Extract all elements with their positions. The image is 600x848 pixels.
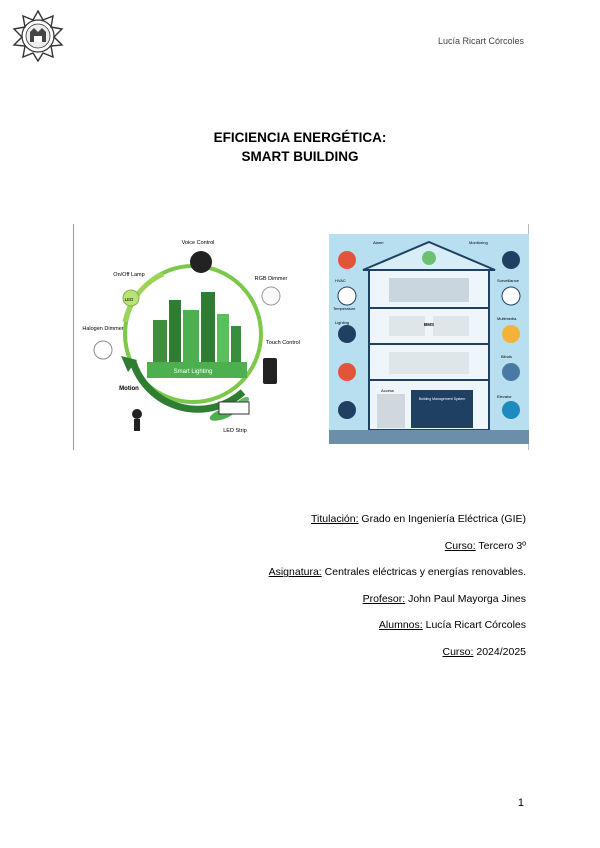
title-line-2: SMART BUILDING <box>241 149 359 164</box>
page-number: 1 <box>517 797 524 809</box>
info-value: Tercero 3º <box>478 539 526 552</box>
label-elevator: Elevator <box>497 394 512 399</box>
info-label: Curso: <box>442 645 474 658</box>
label-voice-control: Voice Control <box>181 240 215 246</box>
label-rgb-dimmer: RGB Dimmer <box>254 276 288 282</box>
header-author: Lucía Ricart Córcoles <box>437 36 524 46</box>
info-value: Grado en Ingeniería Eléctrica (GIE) <box>361 513 526 525</box>
label-motion: Motion <box>119 386 139 392</box>
info-label: Alumnos: <box>378 619 423 632</box>
label-halogen-dimmer: Halogen Dimmer <box>82 326 124 332</box>
document-title <box>0 128 600 166</box>
label-bms: BMS <box>424 322 434 327</box>
label-led-strip: LED Strip <box>223 428 247 434</box>
info-row-curso <box>106 539 526 566</box>
cover-images <box>73 222 529 450</box>
label-surveillance: Surveillance <box>497 278 519 283</box>
info-value: Lucía Ricart Córcoles <box>425 619 526 632</box>
label-temperature: Temperature <box>333 306 356 311</box>
university-seal-logo <box>12 10 64 62</box>
info-row-asignatura <box>106 565 526 592</box>
info-row-curso-year <box>106 645 526 672</box>
info-label: Curso: <box>444 539 476 552</box>
label-blinds: Blinds <box>501 354 512 359</box>
smart-building-diagram <box>329 234 529 454</box>
label-hvac: HVAC <box>335 278 346 283</box>
info-label: Profesor: <box>362 592 406 605</box>
smart-lighting-diagram <box>73 222 313 450</box>
label-access: Access <box>381 388 394 393</box>
document-info <box>106 512 526 672</box>
info-label: Asignatura: <box>268 566 322 579</box>
info-value: John Paul Mayorga Jines <box>408 592 526 605</box>
info-value: Centrales eléctricas y energías renovables. <box>324 566 526 579</box>
label-smart-lighting: Smart Lighting <box>173 369 213 375</box>
label-onoff-lamp: On/Off Lamp <box>113 272 145 278</box>
label-alarm: Alarm <box>373 240 384 245</box>
label-lighting: Lighting <box>335 320 350 325</box>
info-value: 2024/2025 <box>476 645 526 658</box>
info-row-profesor <box>106 592 526 619</box>
info-label: Titulación: <box>311 513 359 525</box>
label-multimedia: Multimedia <box>497 316 517 321</box>
label-bms-full: Building Management System <box>418 397 466 401</box>
label-touch-control: Touch Control <box>266 340 300 346</box>
title-line-1: EFICIENCIA ENERGÉTICA: <box>213 130 387 145</box>
info-row-titulacion <box>106 512 526 539</box>
info-row-alumnos <box>106 618 526 645</box>
label-monitoring: Monitoring <box>469 240 488 245</box>
label-led-bulb: LED <box>124 297 134 302</box>
